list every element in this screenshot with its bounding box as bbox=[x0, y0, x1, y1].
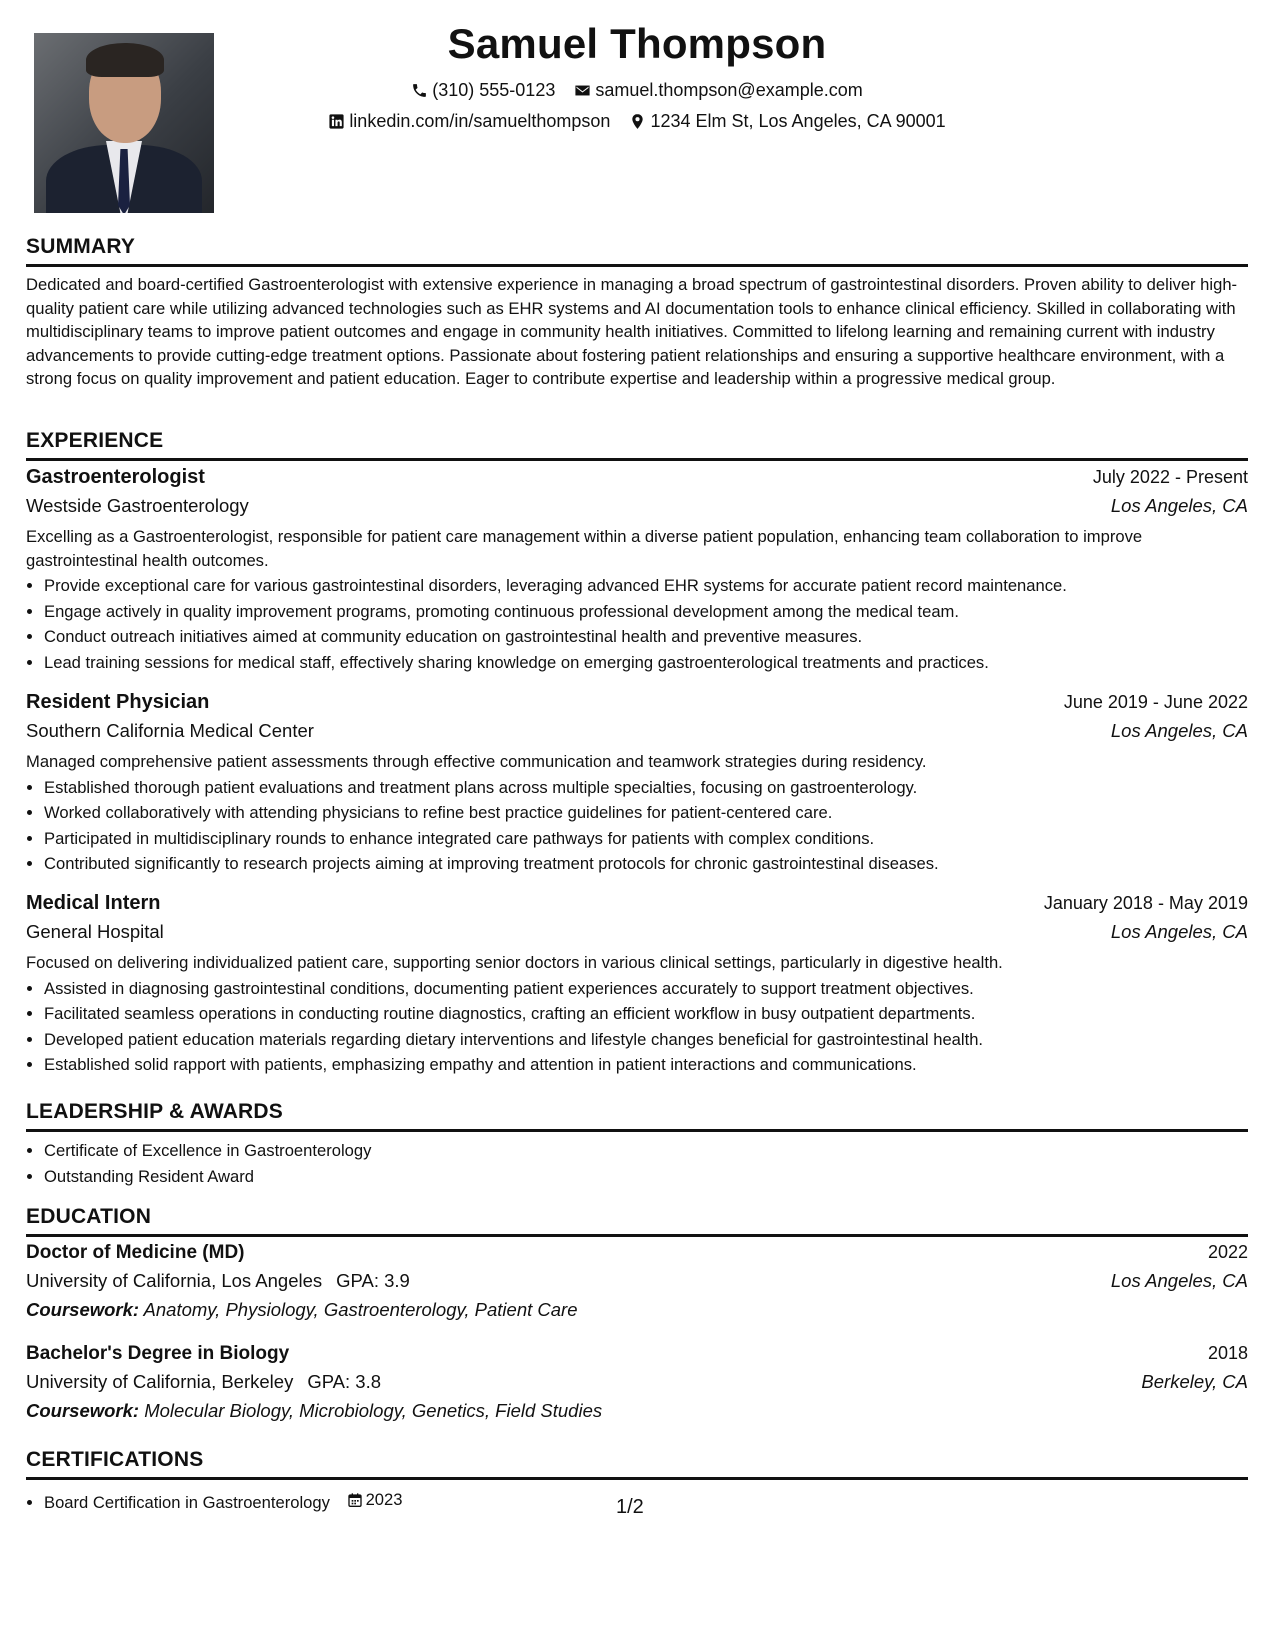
education-section bbox=[26, 1204, 1248, 1237]
section-title: SUMMARY bbox=[26, 235, 136, 258]
section-title: EDUCATION bbox=[26, 1205, 152, 1228]
calendar-icon bbox=[347, 1492, 363, 1508]
experience-section bbox=[26, 428, 1248, 461]
bullet-item: • Facilitated seamless operations in conducting routine diagnostics, crafting an efficient workflow in busy outpatient departments. bbox=[44, 1001, 1248, 1027]
job-location: Los Angeles, CA bbox=[1110, 720, 1248, 741]
job-title: Resident Physician bbox=[26, 691, 210, 713]
coursework bbox=[26, 1400, 1248, 1422]
coursework-label: Coursework: bbox=[26, 1400, 140, 1421]
job-date: January 2018 - May 2019 bbox=[1043, 893, 1248, 913]
education-entry bbox=[26, 1343, 1248, 1422]
school-name: University of California, Berkeley bbox=[26, 1371, 294, 1392]
bullet-item: • Conduct outreach initiatives aimed at community education on gastrointestinal health and preventive measures. bbox=[44, 624, 1248, 650]
award-item: • Certificate of Excellence in Gastroenterology bbox=[44, 1138, 1248, 1164]
bullet-item: • Engage actively in quality improvement programs, promoting continuous professional development among the medical team. bbox=[44, 599, 1248, 625]
certification-date bbox=[347, 1487, 403, 1513]
job-bullets bbox=[26, 976, 1248, 1078]
job-description: Focused on delivering individualized patient care, supporting senior doctors in various clinical settings, particularly in digestive health. bbox=[26, 953, 1003, 972]
coursework-list: Anatomy, Physiology, Gastroenterology, Patient Care bbox=[143, 1299, 578, 1320]
section-title: CERTIFICATIONS bbox=[26, 1448, 204, 1471]
bullet-item: • Developed patient education materials regarding dietary interventions and lifestyle changes beneficial for gastrointestinal health. bbox=[44, 1027, 1248, 1053]
coursework bbox=[26, 1299, 1248, 1321]
experience-entry bbox=[26, 892, 1248, 1078]
section-divider bbox=[26, 264, 1248, 267]
section-divider bbox=[26, 1234, 1248, 1237]
bullet-item: • Participated in multidisciplinary rounds to enhance integrated care pathways for patients with complex conditions. bbox=[44, 826, 1248, 852]
page-number: 1/2 bbox=[616, 1496, 644, 1518]
company-name: Westside Gastroenterology bbox=[26, 495, 249, 516]
linkedin-item[interactable] bbox=[328, 111, 610, 132]
degree-title: Bachelor's Degree in Biology bbox=[26, 1343, 290, 1364]
contact-row-1 bbox=[26, 80, 1248, 104]
graduation-year: 2022 bbox=[1207, 1242, 1248, 1262]
gpa: GPA: 3.9 bbox=[336, 1270, 410, 1291]
job-date: July 2022 - Present bbox=[1092, 467, 1248, 487]
certification-year: 2023 bbox=[365, 1490, 403, 1509]
envelope-icon bbox=[574, 82, 591, 99]
company-name: Southern California Medical Center bbox=[26, 720, 314, 741]
gpa: GPA: 3.8 bbox=[307, 1371, 382, 1392]
job-location: Los Angeles, CA bbox=[1110, 921, 1248, 942]
bullet-item: • Contributed significantly to research projects aiming at improving treatment protocols for chronic gastrointestinal diseases. bbox=[44, 851, 1248, 877]
job-title: Medical Intern bbox=[26, 892, 161, 914]
job-title: Gastroenterologist bbox=[26, 466, 205, 488]
bullet-item: • Assisted in diagnosing gastrointestinal conditions, documenting patient experiences accurately to support treatment objectives. bbox=[44, 976, 1248, 1002]
linkedin-icon bbox=[328, 113, 345, 130]
bullet-item: • Worked collaboratively with attending physicians to refine best practice guidelines for patient-centered care. bbox=[44, 800, 1248, 826]
resume-page bbox=[26, 0, 1248, 1650]
education-entry bbox=[26, 1242, 1248, 1321]
award-item: • Outstanding Resident Award bbox=[44, 1164, 1248, 1190]
address-text: 1234 Elm St, Los Angeles, CA 90001 bbox=[650, 111, 946, 131]
graduation-year: 2018 bbox=[1207, 1343, 1248, 1363]
section-divider bbox=[26, 1477, 1248, 1480]
section-divider bbox=[26, 458, 1248, 461]
linkedin-text[interactable]: linkedin.com/in/samuelthompson bbox=[349, 111, 611, 131]
bullet-item: • Established solid rapport with patients, emphasizing empathy and attention in patient interactions and communications. bbox=[44, 1052, 1248, 1078]
job-date: June 2019 - June 2022 bbox=[1063, 692, 1248, 712]
certification-name: Board Certification in Gastroenterology bbox=[44, 1492, 330, 1512]
email-text[interactable]: samuel.thompson@example.com bbox=[595, 80, 863, 100]
summary-text: Dedicated and board-certified Gastroenterologist with extensive experience in managing a broad spectrum of gastrointestinal disorders. Proven ability to deliver high-quality patient care while utilizing advanced technologies such as EHR systems and AI documentation tools to enhance clinical efficiency. Skilled in collaborating with multidisciplinary teams to improve patient outcomes and engage in community health initiatives. Committed to lifelong learning and remaining current with industry advancements to provide cutting-edge treatment options. Passionate about fostering patient relationships and ensuring a supportive healthcare environment, with a strong focus on quality improvement and patient education. Eager to contribute expertise and leadership within a progressive medical group. bbox=[26, 275, 1238, 389]
school-name: University of California, Los Angeles bbox=[26, 1270, 323, 1291]
summary-section bbox=[26, 234, 1248, 391]
school-location: Los Angeles, CA bbox=[1110, 1270, 1248, 1291]
phone-icon bbox=[411, 82, 428, 99]
experience-entry bbox=[26, 466, 1248, 676]
candidate-name: Samuel Thompson bbox=[447, 20, 827, 67]
contact-row-2 bbox=[26, 111, 1248, 135]
map-pin-icon bbox=[629, 113, 646, 130]
phone-item bbox=[411, 80, 555, 101]
bullet-item: • Provide exceptional care for various gastrointestinal disorders, leveraging advanced EHR systems for accurate patient record maintenance. bbox=[44, 573, 1248, 599]
certification-item bbox=[44, 1487, 1248, 1515]
section-divider bbox=[26, 1129, 1248, 1132]
phone-text: (310) 555-0123 bbox=[432, 80, 556, 100]
email-item[interactable] bbox=[574, 80, 862, 101]
job-location: Los Angeles, CA bbox=[1110, 495, 1248, 516]
company-name: General Hospital bbox=[26, 921, 164, 942]
school-location: Berkeley, CA bbox=[1141, 1371, 1248, 1392]
awards-list bbox=[26, 1138, 1248, 1189]
bullet-item: • Established thorough patient evaluations and treatment plans across multiple specialties, focusing on gastroenterology. bbox=[44, 775, 1248, 801]
bullet-item: • Lead training sessions for medical staff, effectively sharing knowledge on emerging gastroenterological treatments and practices. bbox=[44, 650, 1248, 676]
job-description: Excelling as a Gastroenterologist, responsible for patient care management within a diverse patient population, enhancing team collaboration to improve gastrointestinal health outcomes. bbox=[26, 527, 1143, 570]
address-item bbox=[629, 111, 945, 132]
section-title: LEADERSHIP & AWARDS bbox=[26, 1100, 283, 1123]
job-description: Managed comprehensive patient assessments through effective communication and teamwork strategies during residency. bbox=[26, 752, 927, 771]
job-bullets bbox=[26, 775, 1248, 877]
leadership-section bbox=[26, 1099, 1248, 1189]
coursework-list: Molecular Biology, Microbiology, Genetics, Field Studies bbox=[144, 1400, 603, 1421]
degree-title: Doctor of Medicine (MD) bbox=[26, 1242, 245, 1263]
experience-entry bbox=[26, 691, 1248, 877]
coursework-label: Coursework: bbox=[26, 1299, 140, 1320]
job-bullets bbox=[26, 573, 1248, 675]
section-title: EXPERIENCE bbox=[26, 429, 164, 452]
